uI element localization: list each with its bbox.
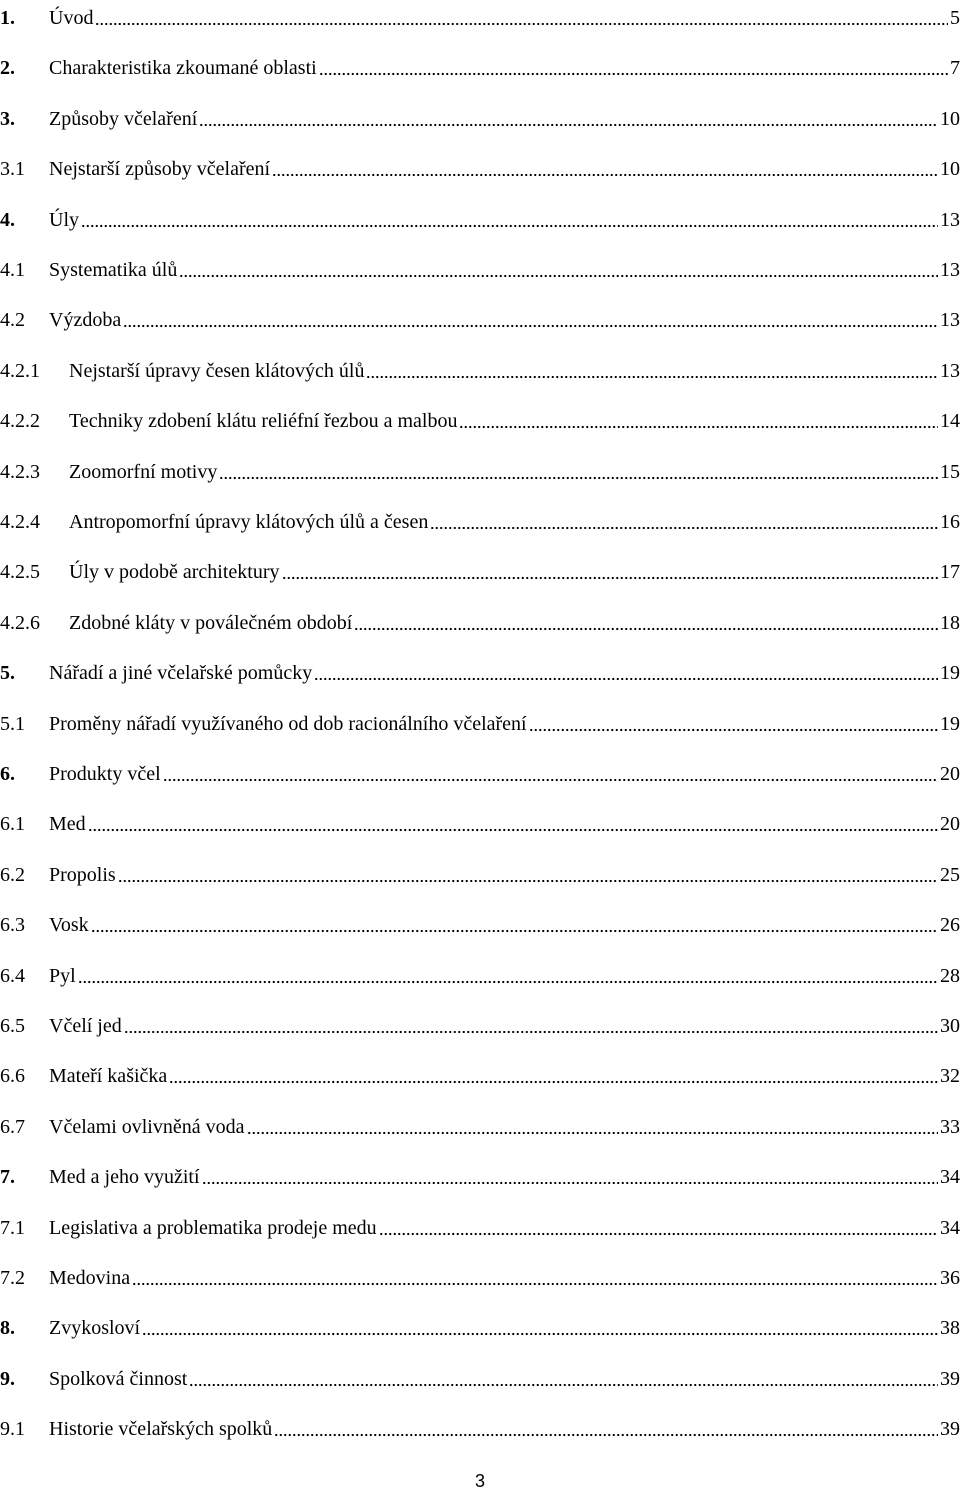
toc-entry-page: 13 xyxy=(940,208,960,231)
toc-entry-number: 6.6 xyxy=(0,1065,25,1088)
toc-entry-title: Legislativa a problematika prodeje medu xyxy=(49,1216,377,1239)
toc-entry[interactable] xyxy=(0,605,960,635)
toc-entry-title: Nářadí a jiné včelařské pomůcky xyxy=(49,662,313,685)
toc-entry[interactable] xyxy=(0,958,960,988)
toc-entry-page: 26 xyxy=(940,914,960,937)
dot-leader xyxy=(274,1419,938,1437)
toc-entry-number: 4.2.2 xyxy=(0,410,40,433)
toc-entry-page: 30 xyxy=(940,1015,960,1037)
toc-entry-number: 6.7 xyxy=(0,1115,25,1138)
dot-leader xyxy=(199,109,938,127)
toc-entry[interactable] xyxy=(0,1411,960,1441)
toc-entry[interactable] xyxy=(0,554,960,584)
dot-leader xyxy=(189,1369,938,1387)
toc-entry-number: 3. xyxy=(0,107,15,130)
dot-leader xyxy=(95,8,948,26)
dot-leader xyxy=(379,1218,938,1236)
toc-entry-title: Produkty včel xyxy=(49,763,161,785)
toc-entry-page: 13 xyxy=(940,309,960,332)
toc-entry-number: 5.1 xyxy=(0,712,25,735)
dot-leader xyxy=(430,512,938,530)
toc-entry[interactable] xyxy=(0,1159,960,1189)
toc-entry-page: 17 xyxy=(940,561,960,584)
dot-leader xyxy=(459,411,938,429)
page-number: 3 xyxy=(474,1471,485,1491)
toc-entry-title: Zoomorfní motivy xyxy=(69,460,218,483)
toc-entry-number: 9. xyxy=(0,1367,15,1390)
toc-entry-title: Zvykosloví xyxy=(49,1317,141,1340)
toc-entry-title: Techniky zdobení klátu reliéfní řezbou a malbou xyxy=(69,410,458,433)
toc-entry-page: 13 xyxy=(940,359,960,382)
toc-entry-page: 39 xyxy=(940,1367,960,1390)
toc-entry-title: Výzdoba xyxy=(49,309,122,332)
toc-entry-number: 5. xyxy=(0,662,15,685)
dot-leader xyxy=(132,1268,938,1286)
toc-entry-page: 14 xyxy=(940,410,960,433)
toc-entry[interactable] xyxy=(0,454,960,484)
dot-leader xyxy=(179,260,938,278)
toc-entry-page: 19 xyxy=(940,712,960,735)
toc-entry-page: 28 xyxy=(940,964,960,987)
dot-leader xyxy=(81,210,938,228)
toc-entry-page: 36 xyxy=(940,1267,960,1289)
toc-entry-number: 1. xyxy=(0,7,15,29)
toc-entry-page: 10 xyxy=(940,158,960,181)
toc-entry-title: Úly xyxy=(49,208,79,231)
toc-entry-title: Včelí jed xyxy=(49,1015,122,1037)
dot-leader xyxy=(247,1117,939,1135)
toc-entry-page: 39 xyxy=(940,1418,960,1441)
dot-leader xyxy=(202,1167,938,1185)
toc-entry[interactable] xyxy=(0,0,960,30)
dot-leader xyxy=(169,1066,938,1084)
toc-entry-number: 2. xyxy=(0,57,15,80)
toc-entry[interactable] xyxy=(0,202,960,232)
dot-leader xyxy=(282,562,939,580)
toc-entry-page: 20 xyxy=(940,763,960,785)
toc-entry-title: Historie včelařských spolků xyxy=(49,1418,273,1441)
toc-entry-page: 7 xyxy=(950,57,960,80)
toc-entry-title: Úvod xyxy=(49,7,94,29)
toc-entry-page: 15 xyxy=(940,460,960,483)
toc-entry-title: Pyl xyxy=(49,964,76,987)
toc-entry-page: 25 xyxy=(940,863,960,886)
toc-entry-number: 6.2 xyxy=(0,863,25,886)
toc-entry-title: Zdobné kláty v poválečném období xyxy=(69,611,353,634)
dot-leader xyxy=(319,58,948,76)
toc-entry-number: 6.1 xyxy=(0,813,25,836)
toc-entry[interactable] xyxy=(0,50,960,80)
toc-entry-number: 4.2.4 xyxy=(0,511,40,533)
toc-entry-title: Včelami ovlivněná voda xyxy=(49,1115,245,1138)
toc-entry[interactable] xyxy=(0,907,960,937)
toc-entry[interactable] xyxy=(0,1008,960,1038)
toc-entry[interactable] xyxy=(0,353,960,383)
toc-entry-number: 4.2.6 xyxy=(0,611,40,634)
toc-entry-title: Nejstarší úpravy česen klátových úlů xyxy=(69,359,365,382)
toc-entry-title: Spolková činnost xyxy=(49,1367,188,1390)
toc-entry[interactable] xyxy=(0,1361,960,1391)
toc-entry[interactable] xyxy=(0,151,960,181)
toc-entry-page: 19 xyxy=(940,662,960,685)
toc-entry-title: Proměny nářadí využívaného od dob racionálního včelaření xyxy=(49,712,527,735)
toc-entry[interactable] xyxy=(0,1260,960,1290)
dot-leader xyxy=(314,663,938,681)
toc-entry[interactable] xyxy=(0,756,960,786)
toc-entry-title: Antropomorfní úpravy klátových úlů a česen xyxy=(69,511,429,533)
toc-entry-title: Vosk xyxy=(49,914,89,937)
toc-entry[interactable] xyxy=(0,302,960,332)
dot-leader xyxy=(91,915,938,933)
toc-entry-number: 4.2 xyxy=(0,309,25,332)
toc-entry-title: Způsoby včelaření xyxy=(49,107,198,130)
toc-entry-page: 16 xyxy=(940,511,960,533)
dot-leader xyxy=(163,764,938,782)
toc-entry[interactable] xyxy=(0,806,960,836)
toc-entry-title: Nejstarší způsoby včelaření xyxy=(49,158,271,181)
dot-leader xyxy=(88,814,938,832)
toc-entry-page: 34 xyxy=(940,1216,960,1239)
toc-entry-page: 38 xyxy=(940,1317,960,1340)
toc-entry[interactable] xyxy=(0,252,960,282)
toc-entry-page: 20 xyxy=(940,813,960,836)
toc-entry[interactable] xyxy=(0,1310,960,1340)
toc-entry[interactable] xyxy=(0,706,960,736)
toc-entry-page: 13 xyxy=(940,259,960,281)
toc-entry[interactable] xyxy=(0,1210,960,1240)
toc-entry-number: 4. xyxy=(0,208,15,231)
toc-entry-title: Med a jeho využití xyxy=(49,1166,200,1189)
toc-entry-number: 4.1 xyxy=(0,259,25,281)
toc-entry-number: 7. xyxy=(0,1166,15,1189)
toc-entry-number: 4.2.3 xyxy=(0,460,40,483)
toc-entry-number: 6.4 xyxy=(0,964,25,987)
toc-entry-number: 6.3 xyxy=(0,914,25,937)
toc-entry-page: 10 xyxy=(940,107,960,130)
toc-entry[interactable] xyxy=(0,101,960,131)
toc-entry-page: 33 xyxy=(940,1115,960,1138)
dot-leader xyxy=(219,462,938,480)
dot-leader xyxy=(124,1016,938,1034)
toc-entry-number: 8. xyxy=(0,1317,15,1340)
dot-leader xyxy=(123,310,938,328)
dot-leader xyxy=(366,361,938,379)
toc-entry-title: Med xyxy=(49,813,86,836)
toc-entry-title: Propolis xyxy=(49,863,116,886)
toc-entry-number: 4.2.1 xyxy=(0,359,40,382)
toc-entry-page: 5 xyxy=(950,7,960,29)
dot-leader xyxy=(529,714,938,732)
toc-entry-title: Charakteristika zkoumané oblasti xyxy=(49,57,317,80)
toc-entry-number: 7.2 xyxy=(0,1267,25,1289)
toc-entry-page: 32 xyxy=(940,1065,960,1088)
toc-entry-number: 9.1 xyxy=(0,1418,25,1441)
dot-leader xyxy=(354,613,938,631)
dot-leader xyxy=(78,966,938,984)
dot-leader xyxy=(272,159,938,177)
toc-entry[interactable] xyxy=(0,857,960,887)
toc-entry-title: Úly v podobě architektury xyxy=(69,561,280,584)
toc-entry-number: 7.1 xyxy=(0,1216,25,1239)
toc-entry-title: Systematika úlů xyxy=(49,259,178,281)
toc-entry-title: Medovina xyxy=(49,1267,131,1289)
toc-entry-number: 6.5 xyxy=(0,1015,25,1037)
toc-entry[interactable] xyxy=(0,655,960,685)
toc-entry-number: 4.2.5 xyxy=(0,561,40,584)
toc-entry[interactable] xyxy=(0,504,960,534)
toc-entry[interactable] xyxy=(0,1109,960,1139)
toc-entry-title: Mateří kašička xyxy=(49,1065,168,1088)
toc-entry-page: 34 xyxy=(940,1166,960,1189)
toc-entry-number: 6. xyxy=(0,763,15,785)
dot-leader xyxy=(118,865,938,883)
toc-entry-page: 18 xyxy=(940,611,960,634)
toc-entry[interactable] xyxy=(0,1058,960,1088)
toc-entry-number: 3.1 xyxy=(0,158,25,181)
toc-entry[interactable] xyxy=(0,403,960,433)
dot-leader xyxy=(142,1318,938,1336)
